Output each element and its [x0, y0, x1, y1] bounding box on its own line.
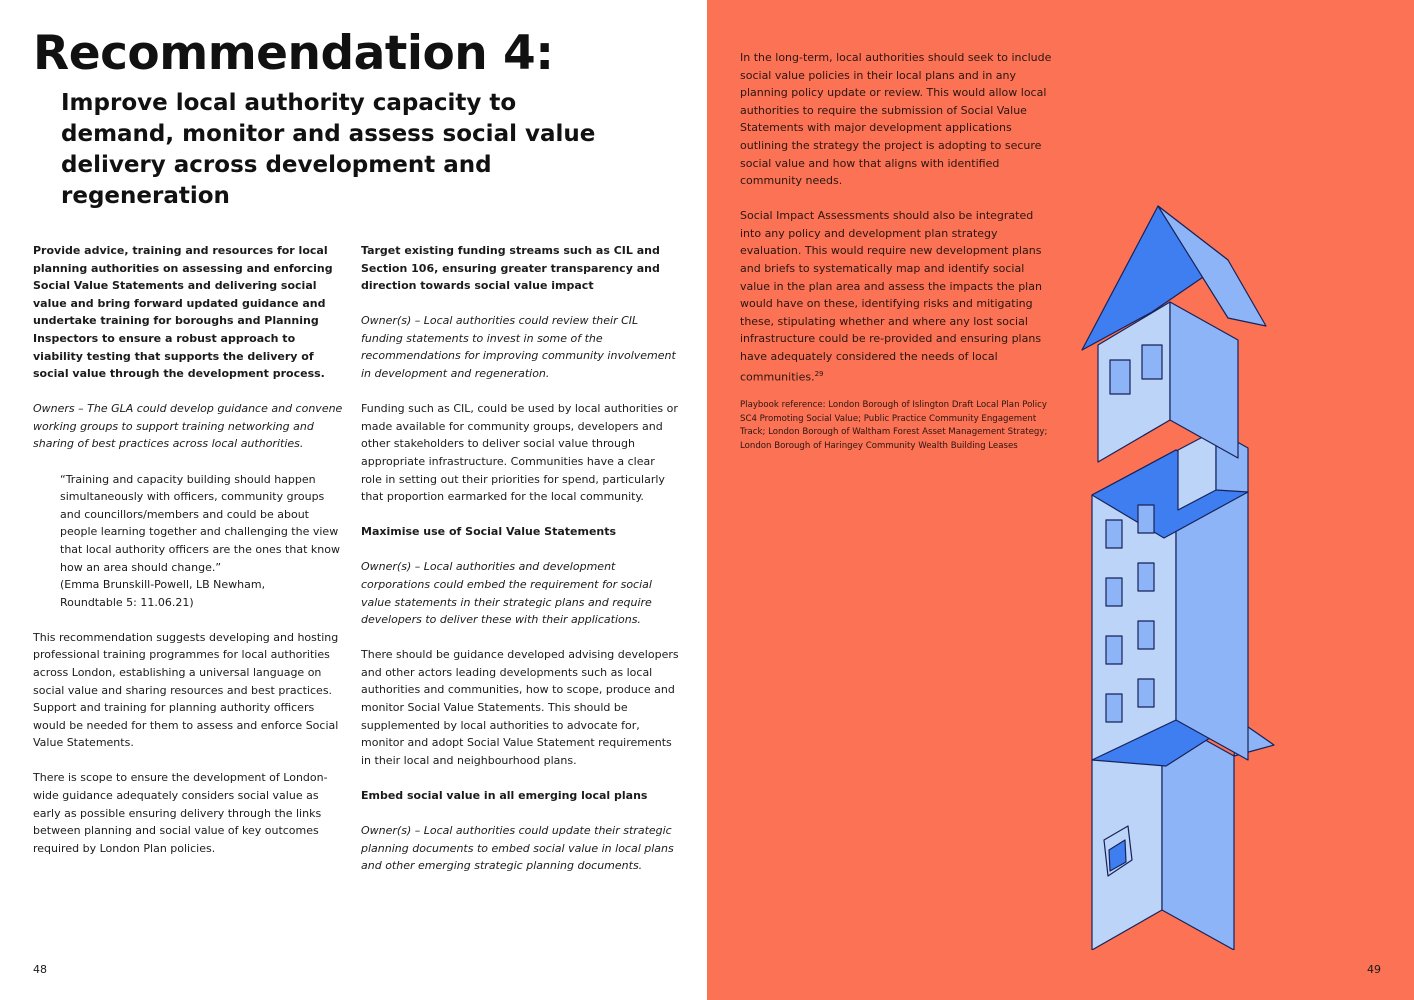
page-subtitle: Improve local authority capacity to demand, monitor and assess social value delivery across development and regeneration: [61, 90, 596, 209]
tower-window: [1106, 520, 1122, 548]
owners-paragraph: Owner(s) – Local authorities could review their CIL funding statements to invest in some of the recommendations for improving community involvement in development and regeneration.: [361, 314, 676, 381]
tower-window: [1138, 563, 1154, 591]
stacked-houses-illustration: [1078, 200, 1340, 950]
middle-column: [361, 242, 679, 892]
quote-attribution-line-1: (Emma Brunskill-Powell, LB Newham,: [60, 578, 266, 592]
page-title: Recommendation 4:: [33, 26, 554, 81]
tower-window: [1106, 636, 1122, 664]
body-paragraph: There is scope to ensure the development of London-wide guidance adequately considers social value as early as possible ensuring delivery through the links between planning and social value of key outcomes required by London Plan policies.: [33, 771, 328, 855]
section-heading: Embed social value in all emerging local plans: [361, 788, 648, 802]
owners-paragraph: Owner(s) – Local authorities could update their strategic planning documents to embed social value in local plans and other emerging strategic planning documents.: [361, 823, 674, 873]
intro-paragraph: Provide advice, training and resources for local planning authorities on assessing and enforcing Social Value Statements and delivering social value and bring forward updated guidance and undertake training for boroughs and Planning Inspectors to ensure a robust approach to viability testing that supports the delivery of social value through the development process.: [33, 244, 333, 381]
body-paragraph-text: Social Impact Assessments should also be integrated into any policy and development plan strategy evaluation. This would require new development plans and briefs to systematically map and identify social value in the plan area and assess the impacts the plan would have on these, identifying risks and mitigating these, stipulating whether and where any lost social infrastructure could be re-provided and ensuring plans have adequately considered the needs of local communities.: [740, 209, 1042, 384]
quote-attribution-line-2: Roundtable 5: 11.06.21): [60, 595, 194, 609]
owners-paragraph: Owner(s) – Local authorities and development corporations could embed the requirement for social value statements in their strategic plans and require developers to deliver these with their applications.: [361, 560, 652, 627]
tower-window: [1138, 679, 1154, 707]
body-paragraph: In the long-term, local authorities should seek to include social value policies in their local plans and in any planning policy update or review. This would allow local authorities to require the submission of Social Value Statements with major development applications outlining the strategy the project is adopting to secure social value and how that aligns with identified community needs.: [740, 51, 1052, 188]
page-number-right: 49: [1367, 963, 1381, 976]
top-house-window: [1142, 345, 1162, 379]
left-column: [33, 242, 347, 875]
body-paragraph: There should be guidance developed advising developers and other actors leading developments such as local authorities and communities, how to scope, produce and monitor Social Value Statements. This should be supplemented by local authorities to advocate for, monitor and adopt Social Value Statement requirements in their local and neighbourhood plans.: [361, 648, 679, 767]
tower-window: [1138, 505, 1154, 533]
right-column: [740, 49, 1052, 470]
tower-window: [1138, 621, 1154, 649]
body-paragraph: This recommendation suggests developing and hosting professional training programmes for local authorities across London, establishing a universal language on social value and sharing resources and best practices. Support and training for planning authority officers would be needed for them to assess and enforce Social Value Statements.: [33, 630, 339, 750]
section-heading: Maximise use of Social Value Statements: [361, 525, 617, 539]
page-number-left: 48: [33, 963, 47, 976]
quote-block: [33, 471, 347, 612]
quote-text: “Training and capacity building should happen simultaneously with officers, community groups and councillors/members and could be about people learning together and challenging the view that local authority officers are the ones that know how an area should change.”: [60, 472, 340, 574]
tower-window: [1106, 578, 1122, 606]
section-heading: Target existing funding streams such as CIL and Section 106, ensuring greater transparency and direction towards social value impact: [361, 244, 660, 293]
owners-paragraph: Owners – The GLA could develop guidance and convene working groups to support training networking and sharing of best practices across local authorities.: [33, 402, 343, 451]
top-house-side: [1170, 302, 1238, 458]
playbook-reference: Playbook reference: London Borough of Islington Draft Local Plan Policy SC4 Promoting Social Value; Public Practice Community Engagement Track; London Borough of Waltham Forest Asset Management Strategy; London Borough of Haringey Community Wealth Building Leases: [740, 400, 1048, 451]
tower-window: [1106, 694, 1122, 722]
body-paragraph: [740, 207, 1052, 386]
body-paragraph: Funding such as CIL, could be used by local authorities or made available for community groups, developers and other stakeholders to deliver social value through appropriate infrastructure. Communities have a clear role in setting out their priorities for spend, particularly that proportion earmarked for the local community.: [361, 402, 678, 504]
top-house-window: [1110, 360, 1130, 394]
footnote-reference: 29: [814, 369, 824, 378]
